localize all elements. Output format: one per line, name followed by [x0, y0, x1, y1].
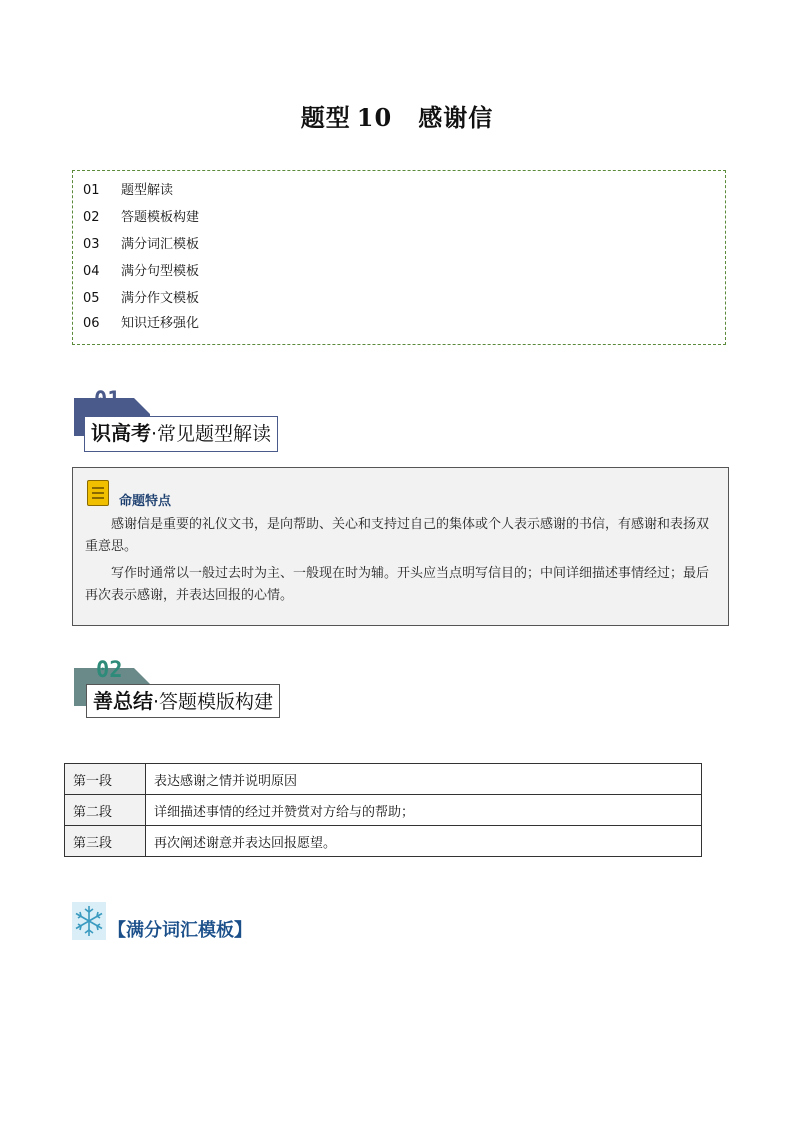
section-title-sub: ·答题模版构建: [153, 691, 274, 713]
section-number: 02: [96, 658, 123, 683]
row-label: 第三段: [65, 826, 146, 857]
row-label: 第一段: [65, 764, 146, 795]
table-row: [65, 764, 702, 795]
toc-label: 答题模板构建: [121, 210, 200, 225]
section-title-box: [84, 416, 278, 452]
toc-label: 题型解读: [121, 183, 174, 198]
row-content: 详细描述事情的经过并赞赏对方给与的帮助；: [146, 795, 702, 826]
toc-item[interactable]: [83, 312, 199, 331]
toc-item[interactable]: [83, 179, 173, 198]
toc-num: 06: [83, 316, 100, 331]
snowflake-icon: [72, 902, 106, 940]
notebook-icon: [87, 480, 109, 506]
section-title-main: 识高考: [91, 421, 151, 445]
title-number: 10: [356, 103, 393, 132]
title-prefix: 题型: [300, 103, 351, 132]
page-title: [0, 98, 794, 133]
section-title-main: 善总结: [93, 689, 153, 713]
toc-item[interactable]: [83, 287, 199, 306]
toc-item[interactable]: [83, 233, 199, 252]
toc-num: 03: [83, 237, 100, 252]
title-name: 感谢信: [418, 103, 494, 132]
toc-item[interactable]: [83, 206, 199, 225]
toc-item[interactable]: [83, 260, 199, 279]
feature-paragraph-1: 感谢信是重要的礼仪文书，是向帮助、关心和支持过自己的集体或个人表示感谢的书信，有感谢和表扬双重意思。: [85, 517, 710, 554]
section-number: 01: [94, 388, 121, 413]
toc-num: 02: [83, 210, 100, 225]
toc-num: 01: [83, 183, 100, 198]
table-row: [65, 826, 702, 857]
row-content: 表达感谢之情并说明原因: [146, 764, 702, 795]
toc-label: 满分句型模板: [121, 264, 200, 279]
table-of-contents: [72, 170, 726, 345]
feature-heading: 命题特点: [119, 494, 172, 509]
toc-num: 05: [83, 291, 100, 306]
toc-label: 满分作文模板: [121, 291, 200, 306]
toc-num: 04: [83, 264, 100, 279]
feature-paragraph-2: 写作时通常以一般过去时为主、一般现在时为辅。开头应当点明写信目的；中间详细描述事情经过；最后再次表示感谢，并表达回报的心情。: [85, 566, 710, 603]
row-label: 第二段: [65, 795, 146, 826]
section-header-1: [74, 390, 294, 454]
feature-box: [72, 467, 729, 626]
section-header-2: [74, 658, 314, 722]
toc-label: 知识迁移强化: [121, 316, 200, 331]
toc-label: 满分词汇模板: [121, 237, 200, 252]
template-table: [64, 763, 702, 857]
table-row: [65, 795, 702, 826]
section-title-box: [86, 684, 280, 718]
section-title-sub: ·常见题型解读: [151, 423, 272, 445]
vocab-title: 【满分词汇模板】: [108, 920, 252, 941]
row-content: 再次阐述谢意并表达回报愿望。: [146, 826, 702, 857]
